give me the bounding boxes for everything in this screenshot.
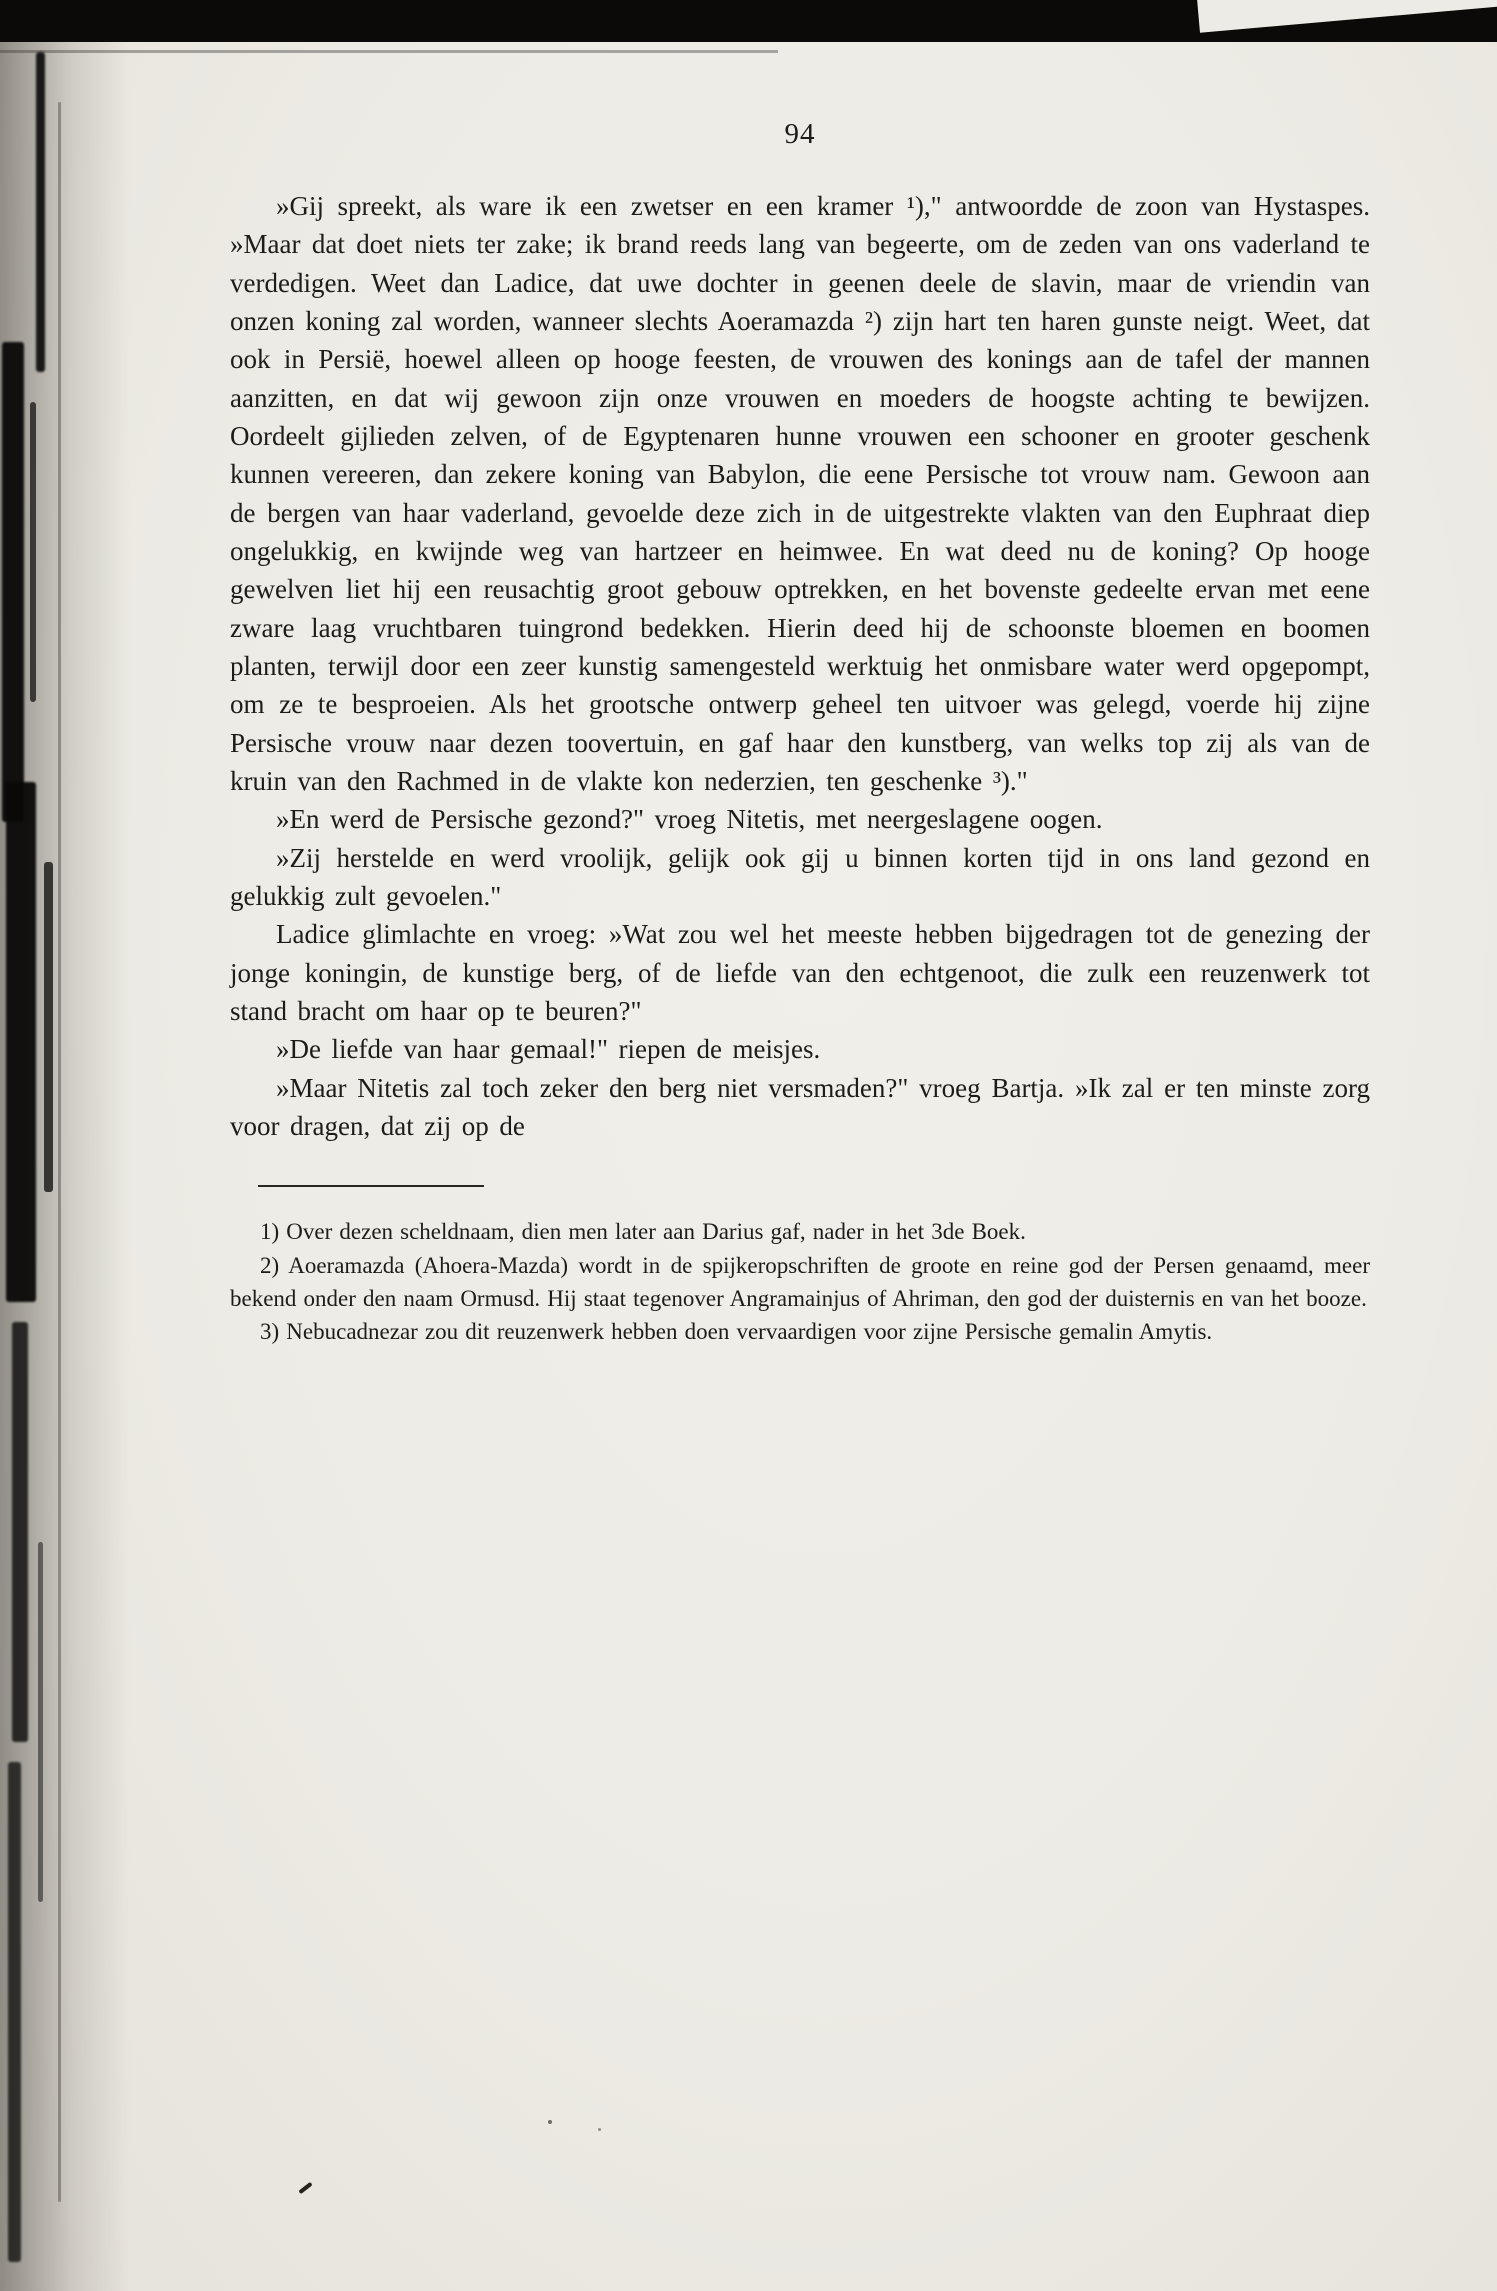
paragraph: »De liefde van haar gemaal!" riepen de meisjes. [276, 1034, 821, 1065]
body-text [230, 187, 1370, 1145]
paragraph: »En werd de Persische gezond?" vroeg Nitetis, met neergeslagene oogen. [276, 804, 1103, 835]
paragraph: »Zij herstelde en werd vroolijk, gelijk ook gij u binnen korten tijd in ons land gezond en gelukkig zult gevoelen." [230, 842, 1370, 911]
scan-binding-shadow [0, 42, 130, 2291]
footnote: 2) Aoeramazda (Ahoera-Mazda) wordt in de spijkeropschriften de groote en reine god der Persen genaamd, meer bekend onder den naam Ormusd. Hij staat tegenover Angramainjus of Ahriman, den god der duisternis en van het booze. [230, 1252, 1370, 1311]
paragraph: »Gij spreekt, als ware ik een zwetser en een kramer ¹)," antwoordde de zoon van Hystaspes. »Maar dat doet niets ter zake; ik brand reeds lang van begeerte, om de zeden van ons vaderland te verdedigen. Weet dan Ladice, dat uwe dochter in geenen deele de slavin, maar de vriendin van onzen koning zal worden, wanneer slechts Aoeramazda ²) zijn hart ten haren gunste neigt. Weet, dat ook in Persië, hoewel alleen op hooge feesten, de vrouwen des konings aan de tafel der mannen aanzitten, en dat wij gewoon zijn onze vrouwen en moeders de hoogste achting te bewijzen. Oordeelt gijlieden zelven, of de Egyptenaren hunne vrouwen een schooner en grooter geschenk kunnen vereeren, dan zekere koning van Babylon, die eene Persische tot vrouw nam. Gewoon aan de bergen van haar vaderland, gevoelde deze zich in de uitgestrekte vlakten van den Euphraat diep ongelukkig, en kwijnde weg van hartzeer en heimwee. En wat deed nu de koning? Op hooge gewelven liet hij een reusachtig groot gebouw optrekken, en het bovenste gedeelte ervan met eene zware laag vruchtbaren tuingrond bedekken. Hierin deed hij de schoonste bloemen en boomen planten, terwijl door een zeer kunstig samengesteld werktuig het onmisbare water werd opgepompt, om ze te besproeien. Als het grootsche ontwerp geheel ten uitvoer was gelegd, voerde hij zijne Persische vrouw naar dezen toovertuin, en gaf haar den kunstberg, van welks top zij als van de kruin van den Rachmed in de vlakte kon nederzien, ten geschenke ³)." [230, 191, 1370, 796]
page-content [230, 118, 1370, 1349]
scan-streak [30, 402, 36, 702]
scan-top-edge [0, 0, 1497, 42]
scan-streak [6, 782, 36, 1302]
page-number: 94 [784, 118, 816, 150]
scan-mark [598, 2128, 601, 2131]
paragraph: »Maar Nitetis zal toch zeker den berg niet versmaden?" vroeg Bartja. »Ik zal er ten minste zorg voor dragen, dat zij op de [230, 1072, 1370, 1141]
footnote: 3) Nebucadnezar zou dit reuzenwerk hebben doen vervaardigen voor zijne Persische gemalin Amytis. [260, 1319, 1213, 1345]
scan-mark [298, 2182, 312, 2194]
paragraph: Ladice glimlachte en vroeg: »Wat zou wel het meeste hebben bijgedragen tot de genezing der jonge koningin, de kunstige berg, of de liefde van den echtgenoot, die zulk een reuzenwerk tot stand bracht om haar op te beuren?" [230, 919, 1370, 1026]
scan-streak [12, 1322, 28, 1742]
scan-streak [2, 342, 24, 822]
footnote-divider [258, 1185, 484, 1187]
scan-streak [38, 1542, 43, 1902]
scan-mark [548, 2120, 552, 2124]
scan-streak [58, 102, 61, 2202]
scan-streak [36, 52, 45, 372]
footnotes [230, 1215, 1370, 1348]
footnote: 1) Over dezen scheldnaam, dien men later aan Darius gaf, nader in het 3de Boek. [260, 1219, 1026, 1245]
scan-streak [8, 1762, 21, 2262]
scan-streak [44, 862, 53, 1192]
